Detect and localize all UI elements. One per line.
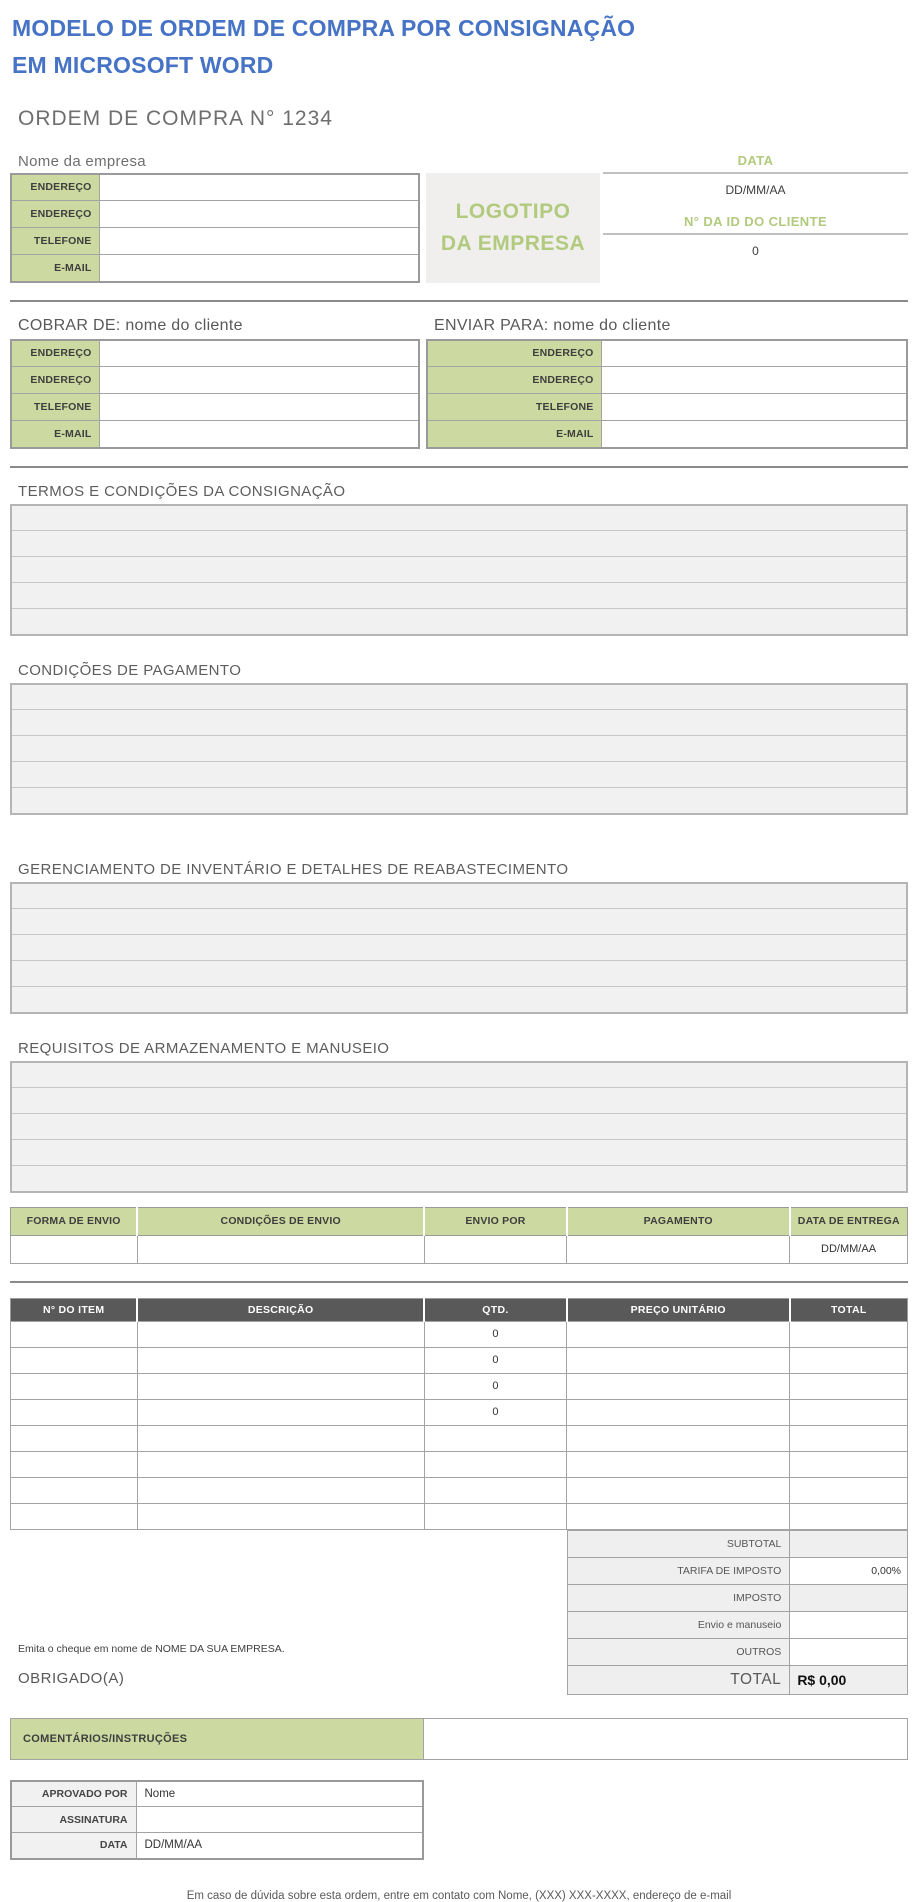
column-header: PAGAMENTO: [567, 1207, 790, 1235]
table-row: [11, 531, 907, 557]
line-total-cell[interactable]: [790, 1347, 908, 1373]
item-no-input[interactable]: [11, 1399, 138, 1425]
total-value: R$ 0,00: [790, 1665, 908, 1694]
blank-line-input[interactable]: [11, 557, 907, 583]
delivery-date-input[interactable]: DD/MM/AA: [790, 1235, 908, 1263]
tax-value: [790, 1584, 908, 1611]
table-row: [11, 1235, 908, 1263]
description-input[interactable]: [137, 1321, 424, 1347]
line-total-cell[interactable]: [790, 1503, 908, 1529]
logo-text-line2: DA EMPRESA: [440, 231, 586, 255]
qty-input[interactable]: [424, 1477, 567, 1503]
section-heading-inventory: GERENCIAMENTO DE INVENTÁRIO E DETALHES DE REABASTECIMENTO: [18, 860, 569, 878]
section-divider: [10, 466, 908, 468]
approved-by-input[interactable]: Nome: [136, 1781, 423, 1807]
table-row: [427, 394, 907, 421]
line-total-cell[interactable]: [790, 1425, 908, 1451]
blank-line-input[interactable]: [11, 736, 907, 762]
column-header: QTD.: [424, 1298, 567, 1321]
approved-by-label: APROVADO POR: [11, 1781, 136, 1807]
ship-via-input[interactable]: [424, 1235, 567, 1263]
table-row: [11, 1833, 423, 1859]
item-row: [11, 1399, 908, 1425]
unit-price-input[interactable]: [567, 1373, 790, 1399]
comments-input[interactable]: [424, 1718, 908, 1759]
item-row: [11, 1373, 908, 1399]
date-label: DATA: [737, 152, 774, 168]
blank-line-input[interactable]: [11, 684, 907, 710]
order-number-heading: ORDEM DE COMPRA N° 1234: [18, 106, 333, 130]
description-input[interactable]: [137, 1425, 424, 1451]
table-row: [11, 367, 419, 394]
table-row: [11, 557, 907, 583]
ship-to-heading: ENVIAR PARA: nome do cliente: [434, 316, 671, 334]
item-no-input[interactable]: [11, 1347, 138, 1373]
column-header: N° DO ITEM: [11, 1298, 138, 1321]
company-section: [10, 153, 908, 283]
other-label: OUTROS: [568, 1638, 790, 1665]
line-total-cell[interactable]: [790, 1451, 908, 1477]
line-total-cell[interactable]: [790, 1373, 908, 1399]
address-label: ENDEREÇO: [427, 340, 601, 367]
table-row: [11, 1781, 423, 1807]
unit-price-input[interactable]: [567, 1503, 790, 1529]
qty-input[interactable]: [424, 1451, 567, 1477]
items-table: [10, 1298, 908, 1530]
table-row: [11, 1140, 907, 1166]
table-row: [568, 1638, 908, 1665]
bill-to-table: [10, 339, 420, 449]
blank-line-input[interactable]: [11, 1166, 907, 1192]
table-row: [11, 505, 907, 531]
address-input[interactable]: [99, 340, 419, 367]
table-row: [11, 174, 419, 201]
inventory-table: [10, 882, 908, 1014]
parties-section: [10, 317, 908, 449]
comments-label: COMENTÁRIOS/INSTRUÇÕES: [11, 1718, 424, 1759]
table-row: [11, 710, 907, 736]
table-row: [11, 935, 907, 961]
table-row: [11, 1166, 907, 1192]
table-row: [11, 1807, 423, 1833]
address-input[interactable]: [601, 340, 907, 367]
blank-line-input[interactable]: [11, 987, 907, 1013]
blank-line-input[interactable]: [11, 788, 907, 814]
comments-section: [10, 1718, 908, 1760]
date-value[interactable]: DD/MM/AA: [725, 182, 786, 197]
client-id-value[interactable]: 0: [752, 243, 759, 258]
blank-line-input[interactable]: [11, 762, 907, 788]
section-heading-payment: CONDIÇÕES DE PAGAMENTO: [18, 661, 242, 679]
table-row: [568, 1557, 908, 1584]
table-row: [427, 421, 907, 448]
approval-date-input[interactable]: DD/MM/AA: [136, 1833, 423, 1859]
other-input[interactable]: [790, 1638, 908, 1665]
line-total-cell[interactable]: [790, 1399, 908, 1425]
approval-table: [10, 1780, 424, 1860]
section-divider: [10, 300, 908, 302]
qty-input[interactable]: [424, 1425, 567, 1451]
blank-line-input[interactable]: [11, 531, 907, 557]
signature-input[interactable]: [136, 1807, 423, 1833]
unit-price-input[interactable]: [567, 1425, 790, 1451]
phone-input[interactable]: [99, 228, 419, 255]
phone-label: TELEFONE: [11, 394, 99, 421]
table-row: [11, 228, 419, 255]
item-row: [11, 1425, 908, 1451]
contact-footer-note: Em caso de dúvida sobre esta ordem, entre em contato com Nome, (XXX) XXX-XXXX, endereço de e-mail: [186, 1889, 732, 1902]
item-no-input[interactable]: [11, 1503, 138, 1529]
bill-to-heading: COBRAR DE: nome do cliente: [18, 316, 243, 334]
email-input[interactable]: [99, 255, 419, 282]
thank-you-note: OBRIGADO(A): [18, 1669, 125, 1687]
column-header: CONDIÇÕES DE ENVIO: [137, 1207, 424, 1235]
tax-label: IMPOSTO: [568, 1584, 790, 1611]
date-label: DATA: [11, 1833, 136, 1859]
blank-line-input[interactable]: [11, 505, 907, 531]
address-input[interactable]: [601, 367, 907, 394]
email-input[interactable]: [601, 421, 907, 448]
qty-input[interactable]: 0: [424, 1373, 567, 1399]
description-input[interactable]: [137, 1373, 424, 1399]
table-row: [11, 883, 907, 909]
totals-table: [567, 1530, 908, 1695]
blank-line-input[interactable]: [11, 909, 907, 935]
totals-section: [10, 1530, 908, 1695]
table-row: [568, 1530, 908, 1557]
description-input[interactable]: [137, 1503, 424, 1529]
blank-line-input[interactable]: [11, 609, 907, 635]
item-row: [11, 1347, 908, 1373]
column-header: ENVIO POR: [424, 1207, 567, 1235]
shipping-handling-input[interactable]: [790, 1611, 908, 1638]
item-row: [11, 1503, 908, 1529]
item-no-input[interactable]: [11, 1477, 138, 1503]
payment-input[interactable]: [567, 1235, 790, 1263]
unit-price-input[interactable]: [567, 1347, 790, 1373]
shipping-method-input[interactable]: [11, 1235, 138, 1263]
blank-line-input[interactable]: [11, 1062, 907, 1088]
phone-input[interactable]: [601, 394, 907, 421]
phone-label: TELEFONE: [11, 228, 99, 255]
phone-label: TELEFONE: [427, 394, 601, 421]
ship-to-table: [426, 339, 908, 449]
description-input[interactable]: [137, 1451, 424, 1477]
item-row: [11, 1477, 908, 1503]
item-no-input[interactable]: [11, 1451, 138, 1477]
description-input[interactable]: [137, 1399, 424, 1425]
blank-line-input[interactable]: [11, 935, 907, 961]
table-row: [11, 1718, 908, 1759]
storage-table: [10, 1061, 908, 1193]
table-row: [11, 201, 419, 228]
client-id-label: N° DA ID DO CLIENTE: [683, 213, 828, 229]
tax-rate-label: TARIFA DE IMPOSTO: [568, 1557, 790, 1584]
qty-input[interactable]: 0: [424, 1399, 567, 1425]
qty-input[interactable]: [424, 1503, 567, 1529]
unit-price-input[interactable]: [567, 1321, 790, 1347]
address-label: ENDEREÇO: [427, 367, 601, 394]
table-row: [11, 583, 907, 609]
phone-input[interactable]: [99, 394, 419, 421]
table-row: [11, 255, 419, 282]
table-row: [11, 421, 419, 448]
column-header: FORMA DE ENVIO: [11, 1207, 138, 1235]
table-row: [11, 394, 419, 421]
table-header-row: [11, 1298, 908, 1321]
address-label: ENDEREÇO: [11, 340, 99, 367]
blank-line-input[interactable]: [11, 1140, 907, 1166]
line-total-cell[interactable]: [790, 1321, 908, 1347]
check-payable-note: Emita o cheque em nome de NOME DA SUA EMPRESA.: [18, 1642, 285, 1655]
total-label: TOTAL: [568, 1665, 790, 1694]
table-row: [11, 340, 419, 367]
blank-line-input[interactable]: [11, 961, 907, 987]
logo-text-line1: LOGOTIPO: [455, 200, 571, 223]
item-no-input[interactable]: [11, 1373, 138, 1399]
address-label: ENDEREÇO: [11, 367, 99, 394]
shipping-terms-input[interactable]: [137, 1235, 424, 1263]
company-info-table: [10, 173, 420, 283]
table-row: [11, 1062, 907, 1088]
line-total-cell[interactable]: [790, 1477, 908, 1503]
table-header-row: [11, 1207, 908, 1235]
company-name-label: Nome da empresa: [18, 152, 146, 170]
table-row: [427, 367, 907, 394]
table-row: [11, 1114, 907, 1140]
page-title: MODELO DE ORDEM DE COMPRA POR CONSIGNAÇÃO EM MICROSOFT WORD: [12, 15, 636, 79]
table-row: [568, 1665, 908, 1694]
tax-rate-input[interactable]: 0,00%: [790, 1557, 908, 1584]
table-row: [427, 340, 907, 367]
section-heading-terms: TERMOS E CONDIÇÕES DA CONSIGNAÇÃO: [18, 482, 346, 500]
email-label: E-MAIL: [11, 255, 99, 282]
qty-input[interactable]: 0: [424, 1321, 567, 1347]
address-input[interactable]: [99, 174, 419, 201]
table-row: [11, 987, 907, 1013]
table-row: [11, 762, 907, 788]
item-row: [11, 1321, 908, 1347]
blank-line-input[interactable]: [11, 1114, 907, 1140]
section-heading-storage: REQUISITOS DE ARMAZENAMENTO E MANUSEIO: [18, 1039, 390, 1057]
email-label: E-MAIL: [11, 421, 99, 448]
description-input[interactable]: [137, 1347, 424, 1373]
shipping-handling-label: Envio e manuseio: [568, 1611, 790, 1638]
unit-price-input[interactable]: [567, 1477, 790, 1503]
table-row: [568, 1611, 908, 1638]
table-row: [11, 909, 907, 935]
unit-price-input[interactable]: [567, 1399, 790, 1425]
blank-line-input[interactable]: [11, 583, 907, 609]
column-header: TOTAL: [790, 1298, 908, 1321]
table-row: [11, 788, 907, 814]
item-no-input[interactable]: [11, 1321, 138, 1347]
table-row: [568, 1584, 908, 1611]
item-no-input[interactable]: [11, 1425, 138, 1451]
blank-line-input[interactable]: [11, 883, 907, 909]
payment-terms-table: [10, 683, 908, 815]
item-row: [11, 1451, 908, 1477]
subtotal-value: [790, 1530, 908, 1557]
address-label: ENDEREÇO: [11, 174, 99, 201]
email-input[interactable]: [99, 421, 419, 448]
column-header: DESCRIÇÃO: [137, 1298, 424, 1321]
shipping-table: [10, 1207, 908, 1264]
blank-line-input[interactable]: [11, 710, 907, 736]
signature-label: ASSINATURA: [11, 1807, 136, 1833]
column-header: PREÇO UNITÁRIO: [567, 1298, 790, 1321]
table-row: [11, 736, 907, 762]
address-input[interactable]: [99, 201, 419, 228]
table-row: [11, 684, 907, 710]
blank-line-input[interactable]: [11, 1088, 907, 1114]
section-divider: [10, 1281, 908, 1283]
column-header: DATA DE ENTREGA: [790, 1207, 908, 1235]
table-row: [11, 1088, 907, 1114]
table-row: [11, 961, 907, 987]
unit-price-input[interactable]: [567, 1451, 790, 1477]
address-label: ENDEREÇO: [11, 201, 99, 228]
description-input[interactable]: [137, 1477, 424, 1503]
email-label: E-MAIL: [427, 421, 601, 448]
terms-table: [10, 504, 908, 636]
company-logo-placeholder[interactable]: [426, 173, 600, 283]
address-input[interactable]: [99, 367, 419, 394]
subtotal-label: SUBTOTAL: [568, 1530, 790, 1557]
table-row: [11, 609, 907, 635]
qty-input[interactable]: 0: [424, 1347, 567, 1373]
